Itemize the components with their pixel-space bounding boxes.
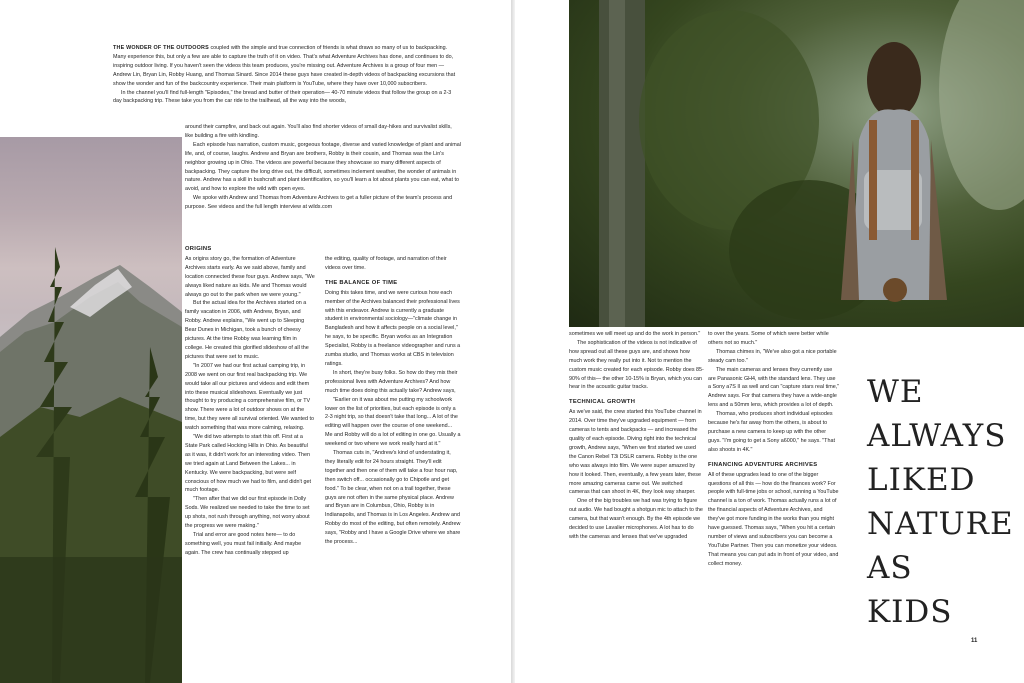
heading-financing: FINANCING ADVENTURE ARCHIVES — [708, 461, 818, 468]
intro-text — [113, 44, 461, 106]
heading-origins: ORIGINS — [185, 246, 212, 252]
column-technical — [569, 330, 704, 542]
pull-quote — [867, 370, 1014, 634]
body-paragraph: "In 2007 we had our first actual camping trip, in 2008 we went on our first real backpacking trip. We would take all our pictures and videos and edit them into these musical slideshows. Eventually we just thought to try producing a comprehensive film, or TV show. There were a lot of outdoor shows on at the time, but they were all survival oriented. We wanted to watch something that was more calming, relaxing. — [185, 362, 315, 432]
pull-quote-line: NATURE — [867, 506, 1014, 542]
page-number: 11 — [971, 638, 978, 644]
body-paragraph: "Then after that we did our first episode in Dolly Sods. We realized we needed to take the time to set up shots, not rush through anything, not worry about the progress we were making." — [185, 496, 310, 530]
pull-quote-line: WE — [867, 374, 924, 410]
body-paragraph: The main cameras and lenses they currently use are Panasonic GH4, with the standard lens. They use a Sony a7S II as well and can "capture stars real time," Andrew says. For that camera they have a wide-angle lens and a 50mm lens, which provides a lot of depth. — [708, 366, 840, 409]
intro-text-indented — [185, 123, 461, 212]
body-paragraph: As we've said, the crew started this YouTube channel in 2014. Over time they've upgraded equipment — from cameras to tents and backpacks — and increased the quality of each episode. Diving right into the technical growth, Andrew says, "When we first started we used the Canon Rebel T3i DSLR camera. Robby is the one who was always into film. We were super amazed by how it looked. Then, eventually, a few years later, these more amazing cameras came out. We switched cameras that can shoot in 4K, they look way sharper. — [569, 409, 702, 496]
right-page — [515, 0, 1024, 683]
body-paragraph: Thomas, who produces short individual episodes because he's far away from the others, is about to purchase a new camera to keep up with the other guys. "I'm going to get a Sony a6000," he says. "That also shoots in 4K." — [708, 411, 835, 453]
body-paragraph: Thomas chimes in, "We've also got a nice portable steady cam too." — [708, 348, 837, 364]
intro-paragraph-4: We spoke with Andrew and Thomas from Adventure Archives to get a fuller picture of the team's process and purpose. See videos and the full length interview at wilds.com — [185, 195, 453, 211]
body-paragraph: As origins story go, the formation of Adventure Archives starts early. As we said above, family and location connected these four guys. Andrew says, "We always liked nature as kids. Me and Thomas would always go out to the park when we were young." — [185, 255, 315, 298]
heading-technical-growth: TECHNICAL GROWTH — [569, 399, 636, 406]
body-paragraph: Thomas cuts in, "Andrew's kind of understating it, they literally edit for 24 hours straight. They'll edit together and then one of them will take a four hour nap, then switch off... occasionally go to Chipotle and get food." To be clear, when not on a trail together, these guys are not often in the same physical place. Andrew and Bryan are in Columbus, Ohio, Robby is in Indianapolis, and Thomas is in Los Angeles. Andrew and Robby do most of the editing, but often remotely. Andrew says, "Robby and I have a Google Drive where we share the process... — [325, 450, 461, 546]
column-origins — [185, 245, 315, 558]
pull-quote-line: ALWAYS — [867, 418, 1007, 454]
intro-paragraph-2b: around their campfire, and back out again. You'll also find shorter videos of small day-hikes and survivalist skills, like building a fire with kindling. — [185, 124, 452, 139]
column-balance — [325, 255, 461, 547]
intro-lead: THE WONDER OF THE OUTDOORS — [113, 45, 209, 51]
body-paragraph: Trial and error are good notes here— to do something well, you must fail initially. And maybe again. The crew has continually stepped up — [185, 532, 302, 556]
body-paragraph: the editing, quality of footage, and narration of their videos over time. — [325, 256, 447, 271]
body-paragraph: "We did two attempts to start this off. First at a State Park called Hocking Hills in Ohio. As beautiful as it was, it didn't work for an interesting video. Then we tried again at Land Between the Lakes... in Kentucky. We were backpacking, but were self conscious of how much we had to film, and didn't get much footage. — [185, 434, 311, 494]
mountain-photo — [0, 137, 182, 683]
intro-paragraph-3: Each episode has narration, custom music, gorgeous footage, diverse and varied knowledge of plant and animal life, and, of course, laughs. Andrew and Bryan are brothers, Robby is their cousin, and Thomas was the Lin's neighbor growing up in Ohio. The videos are powerful because they showcase so many different aspects of backpacking. They capture the long drive out, the difficult, sometimes inclement weather, the wonder of animals in nature. Andrew has a skill in bushcraft and plant identification, so you'll learn a lot about plants you can eat, what to avoid, and how to explore the wild with open eyes. — [185, 141, 461, 193]
body-paragraph: But the actual idea for the Archives started on a family vacation in 2006, with Andrew, Bryan, and Robby. Andrew explains, "We went up to Sleeping Bear Dunes in Michigan, took a bunch of cheesy pictures. At the time Robby was learning film in college. He created this glorified slideshow of all the pictures that were set to music. — [185, 300, 309, 360]
body-paragraph: In short, they're busy folks. So how do they mix their professional lives with Adventure Archives? And how much time does doing this actually take? Andrew says, — [325, 369, 458, 394]
hiker-illustration — [569, 0, 1024, 327]
intro-paragraph-1: THE WONDER OF THE OUTDOORS coupled with the simple and true connection of friends is what draws so many of us to backpacking. Many experience this, but only a few are able to capture the truth of it on video. That's what Adventure Archives has done, and continues to do, inspiring outdoor living. If you haven't seen the videos this team produces, you're missing out. Adventure Archives is a group of four men — Andrew Lin, Bryan Lin, Robby Huang, and Thomas Sinard. Since 2014 these guys have created in-depth videos of backpacking excursions that show the wonder and fun of the backcountry experience. Their main platform is YouTube, where they have over 10,000 subscribers. — [113, 45, 456, 87]
mountain-illustration — [0, 137, 182, 683]
body-paragraph: sometimes we will meet up and do the work in person." — [569, 331, 701, 337]
pull-quote-line: AS KIDS — [867, 550, 953, 630]
body-paragraph: "Earlier on it was about me putting my schoolwork lower on the list of priorities, but each episode is only a 2-3 night trip, so that doesn't take that long... A lot of the editing will happen over the course of one weekend... Me and Robby will do a lot of editing in one go. Usually a weekend or two where we work really hard at it." — [325, 396, 461, 448]
body-paragraph: to over the years. Some of which were better while others not so much." — [708, 331, 829, 346]
heading-balance-of-time: THE BALANCE OF TIME — [325, 279, 398, 286]
body-paragraph: All of these upgrades lead to one of the bigger questions of all this — how do the finances work? For people with full-time jobs or school, running a YouTube channel is a ton of work. Thomas actually runs a lot of the financial aspects of Adventure Archives, and they've got more funding in the works than you might have guessed. Thomas says, "When you hit a certain number of views and subscribers you can become a YouTube Partner. Then you can monetize your videos. That means you can put ads in front of your video, and collect money. — [708, 471, 839, 567]
body-paragraph: The sophistication of the videos is not indicative of how spread out all these guys are, and shows how much work they really put into it. Not to mention the custom music created for each episode. Robby does 85-90% of this— the other 10-15% is Bryan, which you can hear in the acoustic guitar tracks. — [569, 339, 704, 391]
column-financing — [708, 330, 840, 569]
body-paragraph: One of the big troubles we had was trying to figure out audio. We had bought a shotgun mic to attach to the camera, but that wasn't enough. By the 4th episode we decided to use Lavalier microphones. A lot has to do with the cameras and lenses that we've upgraded — [569, 498, 703, 540]
hiker-photo — [569, 0, 1024, 327]
intro-paragraph-2: In the channel you'll find full-length "Episodes," the bread and butter of their operation— 40-70 minute videos that follow the group on a 2-3 day backpacking trip. These take you from the car ride to the trailhead, all the way into the woods, — [113, 89, 452, 105]
pull-quote-line: LIKED — [867, 462, 976, 498]
left-page — [0, 0, 511, 683]
body-paragraph: Doing this takes time, and we were curious how each member of the Archives balanced their professional lives with this endeavor. Andrew is currently a graduate student in environmental sociology—"climate change in Bangladesh and how it affects people on a social level," he says, to be specific. Bryan works as an Integration Specialist, Robby is a freelance videographer and runs a zumba studio, and Thomas works at CBS in television ratings. — [325, 289, 461, 367]
